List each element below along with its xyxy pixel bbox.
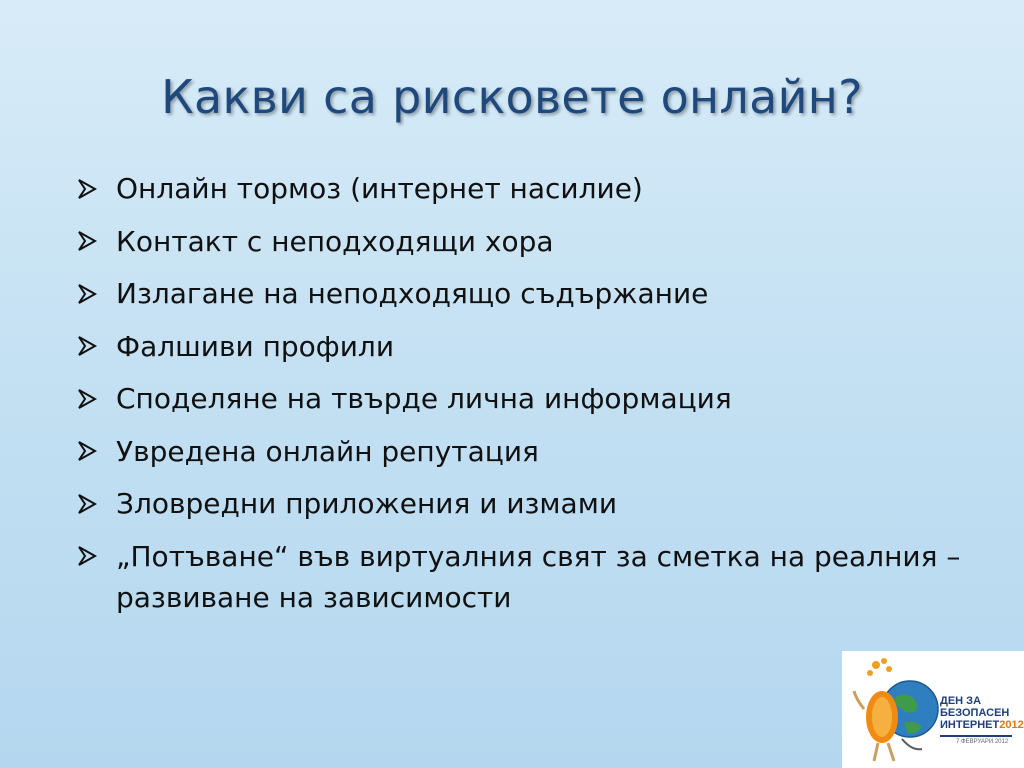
- arrow-bullet-icon: [76, 273, 116, 314]
- bullet-text: Зловредни приложения и измами: [116, 487, 618, 520]
- bullet-item: [76, 536, 976, 618]
- safer-internet-day-logo: [842, 651, 1024, 768]
- slide-title: Какви са рисковете онлайн?: [161, 70, 863, 124]
- bullet-text: „Потъване“ във виртуалния свят за сметка на реалния – развиване на зависимости: [116, 539, 961, 614]
- bullet-item: [76, 378, 976, 419]
- arrow-bullet-icon: [76, 483, 116, 524]
- bullet-item: [76, 483, 976, 524]
- bullet-item: [76, 326, 976, 367]
- arrow-bullet-icon: [76, 378, 116, 419]
- bullet-list: [76, 168, 976, 629]
- bullet-text: Онлайн тормоз (интернет насилие): [116, 172, 643, 205]
- arrow-bullet-icon: [76, 536, 116, 577]
- bullet-item: [76, 221, 976, 262]
- bullet-item: [76, 168, 976, 209]
- bullet-text: Излагане на неподходящо съдържание: [116, 277, 709, 310]
- arrow-bullet-icon: [76, 168, 116, 209]
- bullet-text: Фалшиви профили: [116, 329, 395, 363]
- bullet-item: [76, 431, 976, 472]
- logo-line1: ДЕН ЗА: [940, 695, 982, 707]
- logo-text: [940, 695, 1024, 731]
- bullet-text: Контакт с неподходящи хора: [116, 224, 554, 258]
- arrow-bullet-icon: [76, 221, 116, 262]
- bullet-text: Увредена онлайн репутация: [116, 434, 539, 468]
- arrow-bullet-icon: [76, 326, 116, 367]
- bullet-text: Споделяне на твърде лична информация: [116, 382, 732, 415]
- arrow-bullet-icon: [76, 431, 116, 472]
- logo-line3-wrap: [940, 719, 1024, 731]
- logo-line2: БЕЗОПАСЕН: [940, 707, 1010, 719]
- logo-date: 7 ФЕВРУАРИ 2012: [956, 739, 1009, 745]
- logo-year: 2012: [999, 719, 1024, 731]
- bullet-item: [76, 273, 976, 314]
- logo-line3: ИНТЕРНЕТ: [940, 719, 1000, 731]
